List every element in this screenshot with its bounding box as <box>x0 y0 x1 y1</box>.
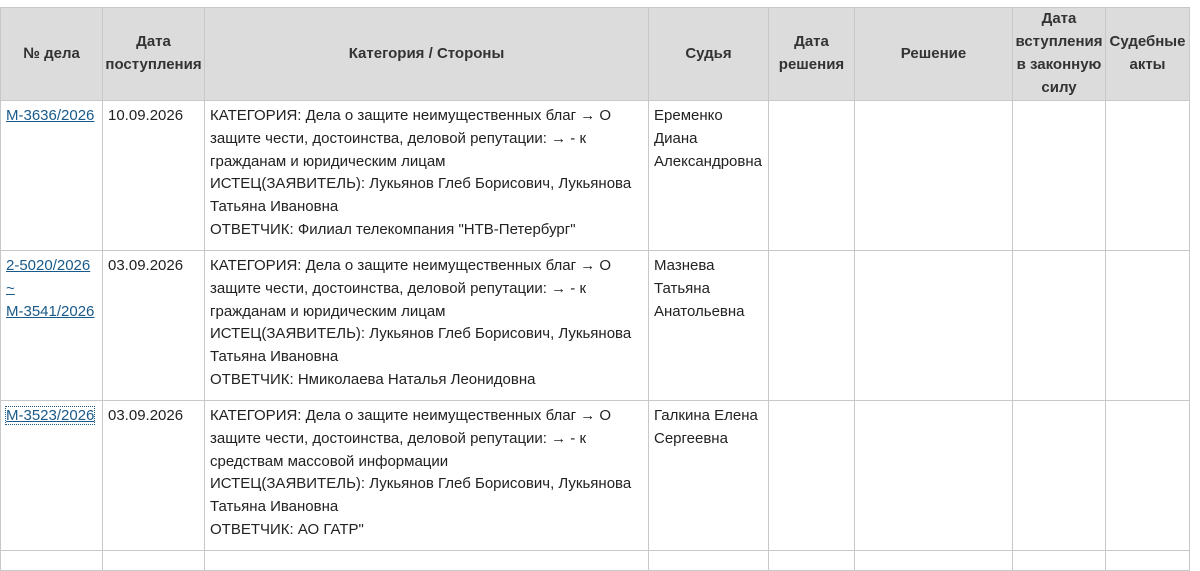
header-category-parties: Категория / Стороны <box>205 8 649 101</box>
case-link[interactable]: М-3541/2026 <box>6 302 95 320</box>
header-decision-date: Дата решения <box>769 8 855 101</box>
effective-date-cell <box>1013 551 1106 571</box>
case-link[interactable]: М-3523/2026 <box>6 407 95 424</box>
case-number-cell <box>1 101 103 251</box>
case-number-cell <box>1 551 103 571</box>
defendant-text: ОТВЕТЧИК: АО ГАТР" <box>210 520 364 538</box>
court-acts-cell <box>1106 551 1190 571</box>
judge-cell: Еременко Диана Александровна <box>649 101 769 251</box>
decision-cell <box>855 101 1013 251</box>
decision-date-cell <box>769 101 855 251</box>
case-link[interactable]: 2-5020/2026 <box>6 257 91 274</box>
category-cell <box>205 251 649 401</box>
header-effective-date: Дата вступления в законную силу <box>1013 8 1106 101</box>
plaintiff-text: ИСТЕЦ(ЗАЯВИТЕЛЬ): Лукьянов Глеб Борисович, Лукьянова Татьяна Ивановна <box>210 175 632 216</box>
court-acts-cell <box>1106 251 1190 401</box>
category-text: КАТЕГОРИЯ: Дела о защите неимущественных благ → О защите чести, достоинства, деловой репутации: → - к средствам массовой информации <box>210 407 612 470</box>
header-decision: Решение <box>855 8 1013 101</box>
plaintiff-text: ИСТЕЦ(ЗАЯВИТЕЛЬ): Лукьянов Глеб Борисович, Лукьянова Татьяна Ивановна <box>210 475 632 516</box>
table-row <box>1 101 1190 251</box>
court-acts-cell <box>1106 101 1190 251</box>
category-cell <box>205 401 649 551</box>
plaintiff-text: ИСТЕЦ(ЗАЯВИТЕЛЬ): Лукьянов Глеб Борисович, Лукьянова Татьяна Ивановна <box>210 325 632 366</box>
category-text: КАТЕГОРИЯ: Дела о защите неимущественных благ → О защите чести, достоинства, деловой репутации: → - к гражданам и юридическим лицам <box>210 107 612 170</box>
decision-date-cell <box>769 401 855 551</box>
case-link[interactable]: М-3636/2026 <box>6 107 95 124</box>
header-received-date: Дата поступления <box>103 8 205 101</box>
decision-cell <box>855 251 1013 401</box>
header-row <box>1 8 1190 101</box>
judge-cell <box>649 551 769 571</box>
cases-table <box>0 7 1190 571</box>
table-row-partial <box>1 551 1190 571</box>
defendant-text: ОТВЕТЧИК: Филиал телекомпания "НТВ-Петербург" <box>210 220 576 238</box>
category-cell <box>205 551 649 571</box>
decision-cell <box>855 401 1013 551</box>
header-case-number: № дела <box>1 8 103 101</box>
received-date-cell: 10.09.2026 <box>103 101 205 251</box>
decision-date-cell <box>769 251 855 401</box>
court-acts-cell <box>1106 401 1190 551</box>
table-row <box>1 251 1190 401</box>
category-text: КАТЕГОРИЯ: Дела о защите неимущественных благ → О защите чести, достоинства, деловой репутации: → - к гражданам и юридическим лицам <box>210 257 612 320</box>
decision-cell <box>855 551 1013 571</box>
received-date-cell <box>103 551 205 571</box>
received-date-cell: 03.09.2026 <box>103 401 205 551</box>
defendant-text: ОТВЕТЧИК: Нмиколаева Наталья Леонидовна <box>210 370 536 388</box>
table-row <box>1 401 1190 551</box>
case-number-cell <box>1 401 103 551</box>
decision-date-cell <box>769 551 855 571</box>
effective-date-cell <box>1013 101 1106 251</box>
header-judge: Судья <box>649 8 769 101</box>
header-court-acts: Судебные акты <box>1106 8 1190 101</box>
category-cell <box>205 101 649 251</box>
received-date-cell: 03.09.2026 <box>103 251 205 401</box>
judge-cell: Галкина Елена Сергеевна <box>649 401 769 551</box>
effective-date-cell <box>1013 401 1106 551</box>
case-link-separator[interactable]: ~ <box>6 279 15 297</box>
judge-cell: Мазнева Татьяна Анатольевна <box>649 251 769 401</box>
effective-date-cell <box>1013 251 1106 401</box>
case-number-cell <box>1 251 103 401</box>
